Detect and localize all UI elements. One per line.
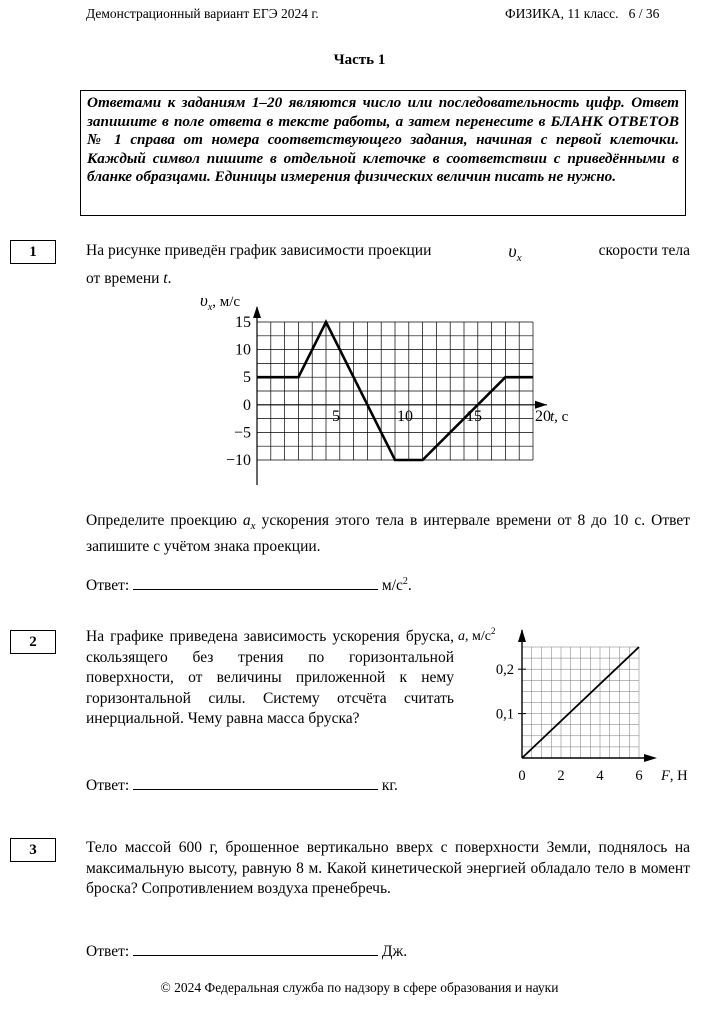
y-tick-label: 0 <box>243 396 251 414</box>
instructions-text: Ответами к заданиям 1–20 являются число или последовательность цифр. Ответ запишите в поле ответа в тексте работы, а затем перенесите в БЛАНК ОТВЕТОВ № 1 справа от номера соответствующего задания, начиная с первой клеточки. Каждый символ пишите в отдельной клеточке в соответствии с приведёнными в бланке образцами. Единицы измерения физических величин писать не нужно. <box>87 94 679 186</box>
y-tick-label: 0,2 <box>495 662 514 679</box>
y-axis-arrow <box>253 306 261 318</box>
task-number-2: 2 <box>10 630 56 654</box>
x-tick-label: 2 <box>557 768 565 784</box>
task-2-text: На графике приведена зависимость ускорения бруска, скользящего без трения по горизонтальной поверхности, от величины приложенной к нему горизонтальной силы. Систему отсчёта считать инерциальной. Чему равна масса бруска? <box>86 628 454 727</box>
y-axis-label: a, $м/с^2$ <box>458 626 496 644</box>
x-axis-label: F, Н <box>661 768 688 784</box>
part-title: Часть 1 <box>333 52 386 68</box>
x-tick-label: 10 <box>397 407 413 425</box>
task-1-intro: На рисунке приведён график зависимости проекции $\upsilon_x$ скорости тела от времени t. <box>86 241 690 287</box>
y-tick-label: −10 <box>225 452 251 469</box>
acceleration-chart <box>455 624 705 789</box>
task-3-text: Тело массой 600 г, брошенное вертикально вверх с поверхности Земли, поднялось на максимальную высоту, равную 8 м. Какой кинетической энергией обладало тело в момент броска? Сопротивлением воздуха пренебречь. <box>86 839 690 897</box>
x-tick-label: 0 <box>518 768 526 784</box>
task-3-answer <box>86 941 407 961</box>
answer-label: Ответ: <box>86 777 130 794</box>
answer-label: Ответ: <box>86 577 130 594</box>
x-axis-label: t, с <box>550 408 569 425</box>
instructions-box <box>80 90 686 216</box>
x-axis-arrow <box>644 754 657 762</box>
task-1-answer-field[interactable] <box>133 575 378 590</box>
header-right: ФИЗИКА, 11 класс. 6 / 36 <box>505 6 660 21</box>
x-tick-label: 15 <box>466 407 482 425</box>
answer-label: Ответ: <box>86 943 130 960</box>
y-axis-arrow <box>518 629 526 642</box>
task-number-3: 3 <box>10 838 56 862</box>
y-tick-label: −5 <box>233 424 251 442</box>
x-tick-label: 20 <box>535 407 551 425</box>
answer-unit: кг. <box>381 777 398 794</box>
task-1-answer <box>86 575 412 595</box>
y-axis-label: $\upsilon_x$, м/с <box>200 291 241 313</box>
velocity-chart <box>180 285 600 495</box>
header-left: Демонстрационный вариант ЕГЭ 2024 г. <box>86 6 319 21</box>
task-1-question: Определите проекцию $a_x$ ускорения этого тела в интервале времени от 8 до 10 с. Ответ запишите с учётом знака проекции. <box>86 512 691 555</box>
footer-copyright: © 2024 Федеральная служба по надзору в сфере образования и науки <box>160 980 559 995</box>
x-tick-label: 6 <box>635 768 643 784</box>
task-2-answer-field[interactable] <box>133 775 378 790</box>
task-2-answer <box>86 775 398 795</box>
y-tick-label: 10 <box>235 341 251 359</box>
x-tick-label: 5 <box>332 407 340 425</box>
y-tick-label: 0,1 <box>495 706 514 723</box>
x-tick-label: 4 <box>596 768 604 784</box>
answer-unit: $м/с^2$. <box>381 575 412 594</box>
y-tick-label: 5 <box>243 369 251 387</box>
y-tick-label: 15 <box>235 314 251 331</box>
answer-unit: Дж. <box>381 943 408 960</box>
task-number-1: 1 <box>10 240 56 264</box>
task-3-answer-field[interactable] <box>133 941 378 956</box>
